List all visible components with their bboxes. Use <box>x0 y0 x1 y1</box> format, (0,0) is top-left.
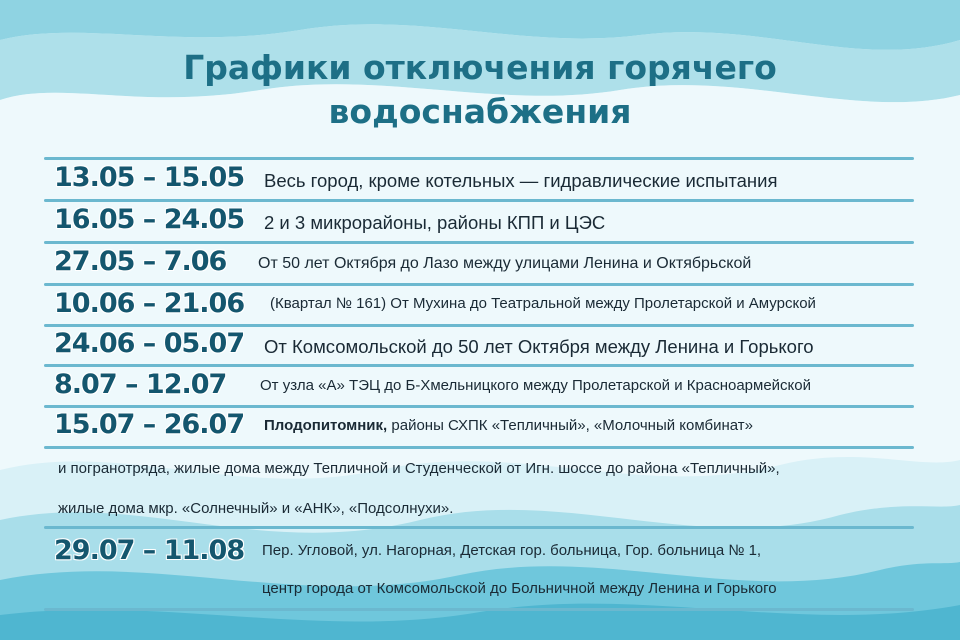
date-range: 10.06 – 21.06 <box>54 288 245 319</box>
area-description: (Квартал № 161) От Мухина до Театральной между Пролетарской и Амурской <box>270 295 816 312</box>
date-range: 13.05 – 15.05 <box>54 162 245 193</box>
row-divider <box>44 199 914 202</box>
row-divider <box>44 608 914 611</box>
page-title <box>0 46 960 134</box>
row-divider <box>44 364 914 367</box>
area-description <box>264 417 753 434</box>
area-description: От 50 лет Октября до Лазо между улицами Ленина и Октябрьской <box>258 255 752 272</box>
title-line-2: водоснабжения <box>328 92 632 131</box>
row-divider <box>44 241 914 244</box>
area-description: Весь город, кроме котельных — гидравлические испытания <box>264 170 778 191</box>
area-text: районы СХПК «Тепличный», «Молочный комбинат» <box>387 417 753 434</box>
title-line-1: Графики отключения горячего <box>183 48 777 87</box>
area-description: От Комсомольской до 50 лет Октября между Ленина и Горького <box>264 336 814 357</box>
row-divider <box>44 324 914 327</box>
date-range: 16.05 – 24.05 <box>54 204 245 235</box>
area-description: и погранотряда, жилые дома между Тепличной и Студенческой от Игн. шоссе до района «Тепличный», <box>58 460 780 477</box>
area-description: Пер. Угловой, ул. Нагорная, Детская гор. больница, Гор. больница № 1, <box>262 542 762 559</box>
area-description: От узла «А» ТЭЦ до Б-Хмельницкого между Пролетарской и Красноармейской <box>260 377 811 394</box>
date-range: 24.06 – 05.07 <box>54 328 245 359</box>
date-range: 29.07 – 11.08 <box>54 535 245 566</box>
row-divider <box>44 526 914 529</box>
row-divider <box>44 405 914 408</box>
area-description: центр города от Комсомольской до Больничной между Ленина и Горького <box>262 580 777 597</box>
area-description: жилые дома мкр. «Солнечный» и «АНК», «Подсолнухи». <box>58 500 454 517</box>
date-range: 8.07 – 12.07 <box>54 369 227 400</box>
date-range: 27.05 – 7.06 <box>54 246 227 277</box>
row-divider <box>44 157 914 160</box>
area-highlight: Плодопитомник, <box>264 417 388 434</box>
date-range: 15.07 – 26.07 <box>54 409 245 440</box>
area-description: 2 и 3 микрорайоны, районы КПП и ЦЭС <box>264 212 606 233</box>
row-divider <box>44 283 914 286</box>
row-divider <box>44 446 914 449</box>
